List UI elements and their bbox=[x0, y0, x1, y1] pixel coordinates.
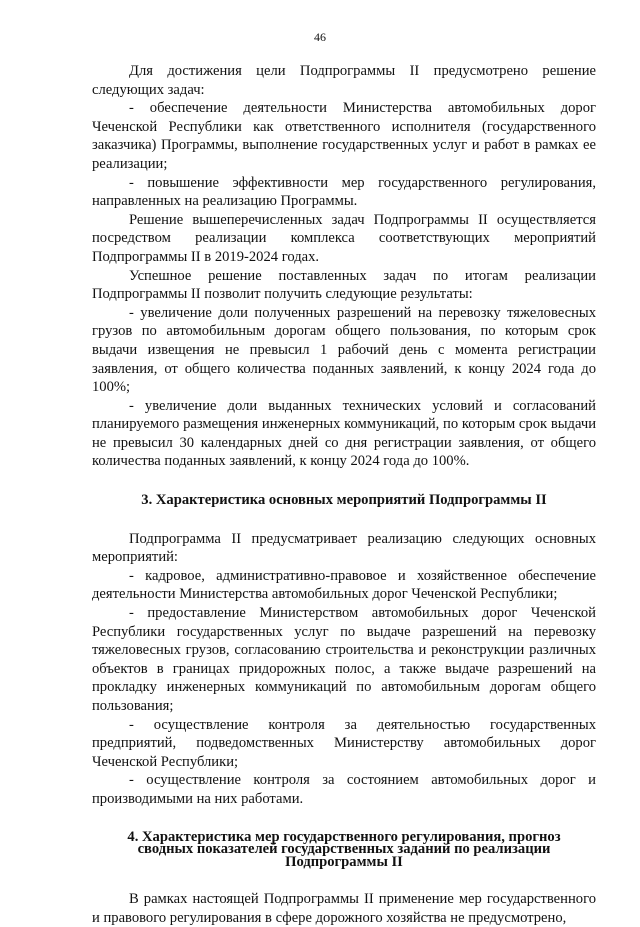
paragraph: В рамках настоящей Подпрограммы II применение мер государственного и правового регулирования в сфере дорожного хозяйства не предусмотрено, bbox=[92, 891, 596, 926]
paragraph: Решение вышеперечисленных задач Подпрограммы II осуществляется посредством реализации комплекса соответствующих мероприятий Подпрограммы II в 2019-2024 годах. bbox=[92, 211, 596, 265]
list-item: - предоставление Министерством автомобильных дорог Чеченской Республики государственных услуг по выдаче разрешений на перевозку тяжеловесных грузов, согласованию строительства и реконструкции различных объектов в границах придорожных полос, а также выдаче разрешений на прокладку инженерных коммуникаций по автомобильным дорогам общего пользования; bbox=[92, 605, 596, 714]
list-item: - осуществление контроля за деятельностью государственных предприятий, подведомственных Министерству автомобильных дорог Чеченской Республики; bbox=[92, 716, 596, 770]
section-heading-3: 3. Характеристика основных мероприятий Подпрограммы II bbox=[141, 492, 547, 509]
paragraph: Для достижения цели Подпрограммы II предусмотрено решение следующих задач: bbox=[92, 63, 596, 98]
page-number: 46 bbox=[314, 30, 326, 44]
list-item: - обеспечение деятельности Министерства автомобильных дорог Чеченской Республики как ответственного исполнителя (государственного заказчика) Программы, выполнение государственных услуг и работ в рамках ее реализации; bbox=[92, 100, 596, 172]
heading-line: 4. Характеристика мер государственного регулирования, прогноз bbox=[127, 828, 561, 845]
list-item: - повышение эффективности мер государственного регулирования, направленных на реализацию Программы. bbox=[92, 174, 596, 210]
list-item: - осуществление контроля за состоянием автомобильных дорог и производимыми на них работами. bbox=[92, 772, 596, 807]
document-body bbox=[92, 62, 596, 927]
heading-line: сводных показателей государственных заданий по реализации bbox=[137, 841, 551, 858]
paragraph: Успешное решение поставленных задач по итогам реализации Подпрограммы II позволит получить следующие результаты: bbox=[92, 267, 596, 303]
section-heading-4 bbox=[92, 828, 596, 870]
heading-line: Подпрограммы II bbox=[285, 853, 403, 870]
list-item: - увеличение доли полученных разрешений на перевозку тяжеловесных грузов по автомобильным дорогам общего пользования, по которым срок выдачи извещения не превысил 1 рабочий день с момента регистрации заявления, от общего количества поданных заявлений, к концу 2024 года до 100%; bbox=[92, 304, 596, 396]
list-item: - увеличение доли выданных технических условий и согласований планируемого размещения инженерных коммуникаций, по которым срок выдачи не превысил 30 календарных дней со дня регистрации заявления, от общего количества поданных заявлений, к концу 2024 года до 100%. bbox=[92, 397, 596, 470]
paragraph: Подпрограмма II предусматривает реализацию следующих основных мероприятий: bbox=[92, 530, 596, 566]
list-item: - кадровое, административно-правовое и хозяйственное обеспечение деятельности Министерства автомобильных дорог Чеченской Республики; bbox=[92, 567, 596, 603]
